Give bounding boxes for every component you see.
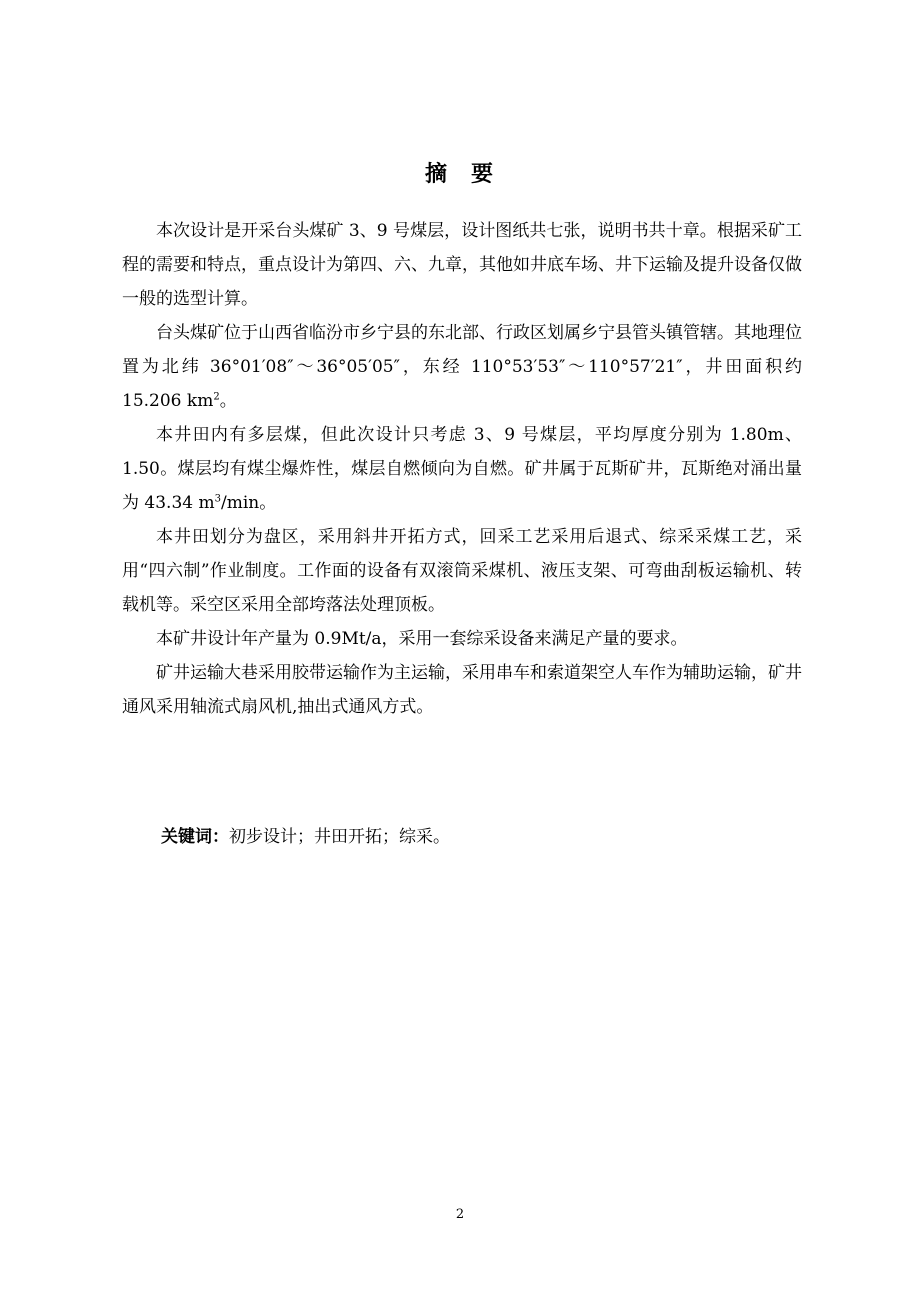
paragraph-production: 本矿井设计年产量为 0.9Mt/a，采用一套综采设备来满足产量的要求。 [156,629,688,649]
paragraph-coal-seams [122,418,802,520]
keywords-label: 关键词： [161,827,229,847]
abstract-title-char-2: 要 [471,162,496,187]
paragraph-coal-seams-end: /min。 [220,493,277,513]
paragraph-location-end: 。 [219,391,237,411]
abstract-body [122,214,802,724]
keywords-value: 初步设计；井田开拓；综采。 [229,827,450,847]
abstract-title-char-1: 摘 [424,162,449,187]
area-unit-superscript: 2 [213,391,220,403]
volume-unit-superscript: 3 [214,493,221,505]
paragraph-coal-seams-text: 本井田内有多层煤，但此次设计只考虑 3、9 号煤层，平均厚度分别为 1.80m、1.50。煤层均有煤尘爆炸性，煤层自燃倾向为自燃。矿井属于瓦斯矿井，瓦斯绝对涌出量为 43.34 m [122,425,802,513]
paragraph-design-scope: 本次设计是开采台头煤矿 3、9 号煤层，设计图纸共七张，说明书共十章。根据采矿工程的需要和特点，重点设计为第四、六、九章，其他如井底车场、井下运输及提升设备仅做一般的选型计算。 [122,221,802,309]
paragraph-development: 本井田划分为盘区，采用斜井开拓方式，回采工艺采用后退式、综采采煤工艺，采用“四六制”作业制度。工作面的设备有双滚筒采煤机、液压支架、可弯曲刮板运输机、转载机等。采空区采用全部垮落法处理顶板。 [122,527,802,615]
paragraph-transport-ventilation: 矿井运输大巷采用胶带运输作为主运输，采用串车和索道架空人车作为辅助运输，矿井通风采用轴流式扇风机,抽出式通风方式。 [122,663,802,717]
abstract-title [0,157,920,188]
paragraph-location [122,316,802,418]
page-number: 2 [455,1207,465,1222]
keywords-line [161,820,450,854]
paragraph-location-text: 台头煤矿位于山西省临汾市乡宁县的东北部、行政区划属乡宁县管头镇管辖。其地理位置为北纬 36°01′08″～36°05′05″，东经 110°53′53″～110°57′21″，井田面积约 15.206 km [122,323,802,411]
